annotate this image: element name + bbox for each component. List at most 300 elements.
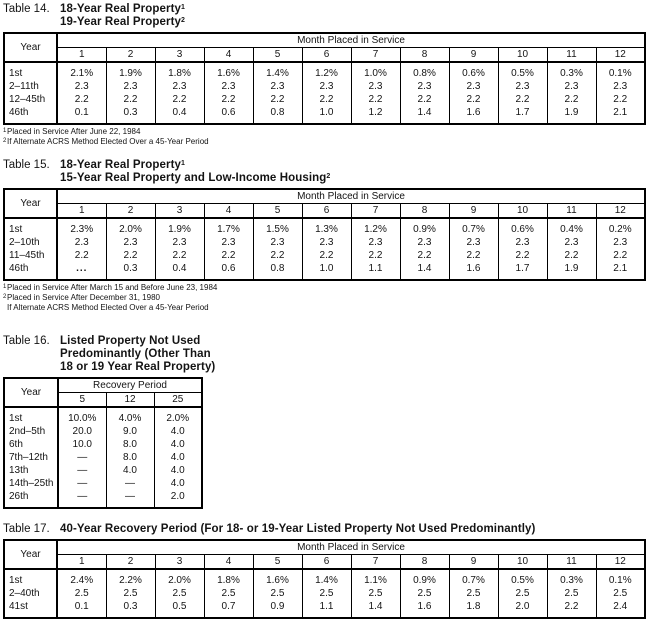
table-cell: 0.4 [155,106,204,124]
table-17-title [3,523,655,536]
table-cell: 0.1% [596,62,645,80]
table-cell: 2.0% [155,569,204,587]
table-cell: 2.2 [596,93,645,106]
column-header: 12 [106,392,154,407]
table-cell: 2.3 [498,80,547,93]
table-14 [3,32,646,125]
table-row [4,600,645,618]
table-cell: 1.8% [204,569,253,587]
table-16-title-lines [60,335,215,374]
table-cell: 2.5 [57,587,106,600]
table-title-line [60,3,185,16]
column-header: 3 [155,554,204,569]
footnote-text: If Alternate ACRS Method Elected Over a 45-Year Period [7,303,209,312]
table-cell: 2.0% [154,407,202,425]
table-row [4,218,645,236]
column-header: 4 [204,47,253,62]
table-title-text: 15-Year Real Property and Low-Income Housing [60,172,327,184]
table-cell: 2.2 [498,249,547,262]
group-column-header: Month Placed in Service [57,540,645,554]
table-cell: 0.9% [400,569,449,587]
footnote-text: Placed in Service After March 15 and Before June 23, 1984 [7,283,218,292]
column-header: 7 [351,203,400,218]
table-cell: 0.8 [253,262,302,280]
table-cell: 0.1 [57,600,106,618]
table-cell: ... [57,262,106,280]
table-cell: 20.0 [58,425,106,438]
table-title-line [60,523,535,536]
table-row [4,490,202,508]
table-cell: 2.3 [547,80,596,93]
column-header: 7 [351,554,400,569]
table-cell: — [58,490,106,508]
header-row-columns [4,47,645,62]
table-cell: 2.2 [57,249,106,262]
table-cell: 1.7 [498,262,547,280]
table-cell: 2.2 [449,249,498,262]
table-title-line [60,16,185,29]
table-title-line [60,361,215,374]
column-header: 6 [302,554,351,569]
table-body [4,407,202,508]
row-label: 46th [4,106,57,124]
column-header: 4 [204,203,253,218]
table-cell: 2.3 [57,236,106,249]
table-cell: 0.2% [596,218,645,236]
table-14-label: Table 14. [3,3,50,15]
table-cell: 2.2 [253,249,302,262]
column-header: 9 [449,554,498,569]
table-cell: 1.7% [204,218,253,236]
column-header: 25 [154,392,202,407]
table-cell: 2.5 [351,587,400,600]
column-header: 11 [547,554,596,569]
table-cell: 2.4 [596,600,645,618]
table-cell: 2.1% [57,62,106,80]
footnote-marker: 2 [181,17,185,24]
footnote-text: Placed in Service After June 22, 1984 [7,127,141,136]
table-cell: 2.2 [155,249,204,262]
table-row [4,464,202,477]
table-cell: 1.0% [351,62,400,80]
table-cell: 2.5 [400,587,449,600]
column-header: 10 [498,203,547,218]
table-cell: 2.1 [596,106,645,124]
row-label: 26th [4,490,58,508]
row-label: 1st [4,569,57,587]
table-17-title-lines [60,523,535,536]
column-header: 8 [400,47,449,62]
year-column-header: Year [4,33,57,62]
table-cell: 2.0% [106,218,155,236]
table-title-text: Predominantly (Other Than [60,348,211,360]
table-15-title-lines [60,159,330,185]
table-cell: 0.4% [547,218,596,236]
table-cell: 4.0 [154,425,202,438]
table-row [4,451,202,464]
table-title-text: 18-Year Real Property [60,3,181,15]
column-header: 8 [400,203,449,218]
group-column-header: Month Placed in Service [57,189,645,203]
column-header: 6 [302,47,351,62]
group-column-header: Month Placed in Service [57,33,645,47]
table-header [4,33,645,62]
table-cell: — [106,490,154,508]
column-header: 2 [106,554,155,569]
table-cell: 1.9 [547,106,596,124]
table-cell: 2.5 [155,587,204,600]
table-cell: 1.4 [351,600,400,618]
table-body [4,218,645,280]
table-cell: 0.6% [498,218,547,236]
table-cell: 1.5% [253,218,302,236]
table-cell: 2.5 [106,587,155,600]
table-14-title [3,3,655,29]
header-row-columns [4,554,645,569]
table-row [4,477,202,490]
table-cell: 0.7 [204,600,253,618]
header-row-group [4,378,202,392]
year-column-header: Year [4,540,57,569]
table-cell: 2.3% [57,218,106,236]
table-cell: 2.0 [498,600,547,618]
row-label: 14th–25th [4,477,58,490]
table-cell: 4.0 [154,477,202,490]
table-cell: 2.2% [106,569,155,587]
table-cell: 0.4 [155,262,204,280]
row-label: 46th [4,262,57,280]
column-header: 3 [155,47,204,62]
table-title-line [60,172,330,185]
footnote-line [3,127,655,137]
table-cell: 2.2 [400,249,449,262]
row-label: 2–10th [4,236,57,249]
table-cell: 2.2 [106,249,155,262]
table-cell: 2.3 [204,80,253,93]
header-row-group [4,189,645,203]
table-cell: 1.6% [253,569,302,587]
footnote-line [3,293,655,303]
table-body [4,569,645,618]
footnote-text: If Alternate ACRS Method Elected Over a 45-Year Period [7,137,209,146]
row-label: 11–45th [4,249,57,262]
table-row [4,80,645,93]
table-14-block [3,3,655,147]
table-cell: 0.3 [106,600,155,618]
row-label: 2–40th [4,587,57,600]
row-label: 41st [4,600,57,618]
table-cell: 2.1 [596,262,645,280]
footnote-marker: 1 [181,160,185,167]
table-title-line [60,348,215,361]
table-cell: 0.3% [547,62,596,80]
table-body [4,62,645,124]
table-cell: 0.1% [596,569,645,587]
column-header: 11 [547,47,596,62]
table-cell: 1.4 [400,262,449,280]
table-row [4,249,645,262]
table-17-label: Table 17. [3,523,50,535]
table-16-label: Table 16. [3,335,50,347]
table-cell: 4.0% [106,407,154,425]
table-cell: 0.8 [253,106,302,124]
table-cell: 0.3 [106,106,155,124]
column-header: 1 [57,47,106,62]
table-cell: 2.3 [302,80,351,93]
footnote-marker: 2 [3,294,7,300]
table-title-line [60,335,215,348]
header-row-columns [4,203,645,218]
footnote-line [3,303,655,313]
table-cell: 2.3 [57,80,106,93]
table-17-block [3,523,655,619]
column-header: 9 [449,47,498,62]
table-17 [3,539,646,619]
table-cell: 2.3 [351,80,400,93]
header-row-group [4,33,645,47]
table-cell: 2.2 [351,93,400,106]
table-cell: 2.3 [449,80,498,93]
column-header: 4 [204,554,253,569]
table-cell: 8.0 [106,451,154,464]
table-cell: 10.0 [58,438,106,451]
table-cell: — [58,451,106,464]
table-cell: 1.9% [155,218,204,236]
table-cell: 2.3 [498,236,547,249]
table-cell: 2.2 [547,93,596,106]
column-header: 6 [302,203,351,218]
table-cell: 2.2 [547,249,596,262]
table-cell: 1.4% [253,62,302,80]
table-row [4,407,202,425]
table-cell: 2.3 [302,236,351,249]
table-cell: 2.5 [547,587,596,600]
group-column-header: Recovery Period [58,378,202,392]
table-cell: 0.3% [547,569,596,587]
footnote-text: Placed in Service After December 31, 1980 [7,293,160,302]
column-header: 5 [253,203,302,218]
column-header: 10 [498,47,547,62]
table-cell: 4.0 [106,464,154,477]
row-label: 1st [4,218,57,236]
table-cell: 1.6 [400,600,449,618]
header-row-group [4,540,645,554]
table-cell: 0.5% [498,62,547,80]
table-cell: 2.2 [204,249,253,262]
table-cell: 8.0 [106,438,154,451]
table-cell: 2.3 [204,236,253,249]
year-column-header: Year [4,378,58,407]
column-header: 2 [106,203,155,218]
table-cell: 2.2 [57,93,106,106]
table-cell: 2.3 [596,236,645,249]
table-row [4,587,645,600]
table-cell: 2.2 [400,93,449,106]
table-title-text: Listed Property Not Used [60,335,201,347]
table-cell: 2.4% [57,569,106,587]
table-cell: 4.0 [154,464,202,477]
table-cell: 2.2 [106,93,155,106]
table-cell: 2.3 [400,80,449,93]
table-title-text: 19-Year Real Property [60,16,181,28]
row-label: 13th [4,464,58,477]
table-cell: 1.6 [449,262,498,280]
table-cell: 1.4 [400,106,449,124]
table-14-footnotes [3,127,655,147]
table-cell: 0.6 [204,106,253,124]
row-label: 6th [4,438,58,451]
table-cell: 2.3 [155,236,204,249]
table-cell: — [106,477,154,490]
column-header: 11 [547,203,596,218]
table-cell: 1.1 [302,600,351,618]
table-cell: 2.2 [547,600,596,618]
table-16-title [3,335,655,374]
table-cell: 1.4% [302,569,351,587]
footnote-marker: 2 [3,138,7,144]
table-title-text: 40-Year Recovery Period (For 18- or 19-Year Listed Property Not Used Predominantly) [60,523,536,535]
table-cell: 2.5 [449,587,498,600]
row-label: 2–11th [4,80,57,93]
table-cell: 0.7% [449,569,498,587]
table-cell: 0.3 [106,262,155,280]
table-cell: — [58,477,106,490]
table-cell: 0.8% [400,62,449,80]
table-row [4,438,202,451]
table-cell: 1.2% [302,62,351,80]
footnote-marker: 2 [326,173,331,180]
table-cell: 2.2 [449,93,498,106]
table-cell: 1.2% [351,218,400,236]
table-cell: 2.3 [547,236,596,249]
table-row [4,62,645,80]
row-label: 1st [4,407,58,425]
table-cell: 1.6% [204,62,253,80]
table-cell: 1.8% [155,62,204,80]
column-header: 1 [57,203,106,218]
table-header [4,378,202,407]
table-cell: 2.2 [302,93,351,106]
footnote-marker: 1 [181,4,185,11]
table-cell: 2.5 [596,587,645,600]
table-row [4,93,645,106]
footnote-line [3,283,655,293]
table-cell: 1.0 [302,262,351,280]
table-title-line [60,159,330,172]
column-header: 5 [253,47,302,62]
table-cell: 2.3 [106,236,155,249]
table-cell: 2.2 [351,249,400,262]
table-cell: 2.2 [302,249,351,262]
table-cell: 0.7% [449,218,498,236]
table-14-title-lines [60,3,185,29]
footnote-marker: 1 [3,284,7,290]
table-cell: 1.1% [351,569,400,587]
table-header [4,540,645,569]
column-header: 8 [400,554,449,569]
table-16-block [3,335,655,509]
row-label: 2nd–5th [4,425,58,438]
table-cell: 2.2 [253,93,302,106]
table-cell: 2.2 [204,93,253,106]
table-cell: 2.3 [596,80,645,93]
table-cell: 4.0 [154,451,202,464]
table-cell: 0.6 [204,262,253,280]
table-cell: 2.3 [400,236,449,249]
table-cell: 2.3 [155,80,204,93]
table-row [4,262,645,280]
table-cell: 2.2 [596,249,645,262]
table-cell: 2.2 [498,93,547,106]
table-cell: 2.5 [302,587,351,600]
table-cell: 0.6% [449,62,498,80]
table-row [4,425,202,438]
table-cell: 1.3% [302,218,351,236]
table-row [4,236,645,249]
column-header: 12 [596,47,645,62]
table-cell: 1.7 [498,106,547,124]
column-header: 12 [596,554,645,569]
footnote-line [3,137,655,147]
table-cell: 2.3 [351,236,400,249]
table-cell: 2.5 [498,587,547,600]
table-cell: 1.9 [547,262,596,280]
table-15-block [3,159,655,313]
column-header: 12 [596,203,645,218]
table-cell: 2.3 [106,80,155,93]
table-15-label: Table 15. [3,159,50,171]
table-cell: 2.0 [154,490,202,508]
table-title-text: 18-Year Real Property [60,159,181,171]
table-cell: 4.0 [154,438,202,451]
table-cell: 2.3 [449,236,498,249]
table-cell: 1.6 [449,106,498,124]
column-header: 3 [155,203,204,218]
column-header: 1 [57,554,106,569]
table-cell: 1.1 [351,262,400,280]
table-title-text: 18 or 19 Year Real Property) [60,361,216,373]
table-15-title [3,159,655,185]
table-cell: 0.5% [498,569,547,587]
table-cell: — [58,464,106,477]
table-header [4,189,645,218]
table-cell: 1.8 [449,600,498,618]
table-cell: 0.1 [57,106,106,124]
table-cell: 0.9% [400,218,449,236]
table-cell: 2.3 [253,236,302,249]
column-header: 10 [498,554,547,569]
table-cell: 2.5 [204,587,253,600]
table-cell: 10.0% [58,407,106,425]
table-cell: 9.0 [106,425,154,438]
table-15 [3,188,646,281]
table-16 [3,377,203,509]
year-column-header: Year [4,189,57,218]
table-row [4,569,645,587]
table-cell: 0.9 [253,600,302,618]
table-cell: 1.9% [106,62,155,80]
column-header: 5 [58,392,106,407]
column-header: 5 [253,554,302,569]
table-cell: 2.3 [253,80,302,93]
table-cell: 0.5 [155,600,204,618]
row-label: 7th–12th [4,451,58,464]
table-15-footnotes [3,283,655,313]
table-cell: 1.2 [351,106,400,124]
footnote-marker: 1 [3,128,7,134]
column-header: 9 [449,203,498,218]
table-cell: 2.2 [155,93,204,106]
